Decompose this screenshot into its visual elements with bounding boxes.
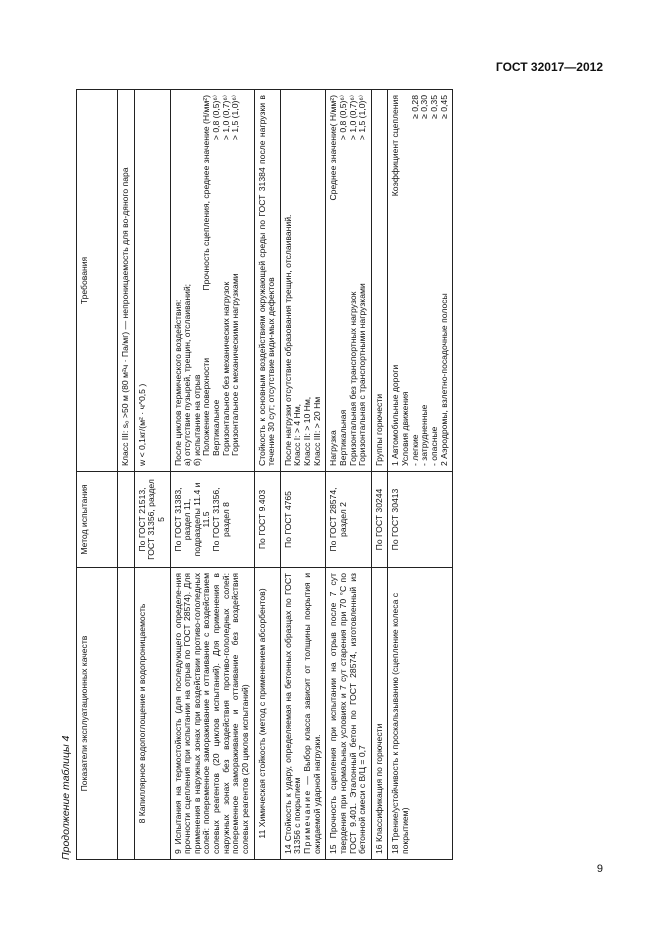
req-cell [326, 90, 372, 472]
requirements-table [76, 89, 453, 860]
document-header: ГОСТ 32017—2012 [495, 60, 603, 74]
req-line: - затрудненные ≥ 0,30 [419, 95, 430, 466]
req-line: Горизонтальная с транспортными нагрузками > 1,5 (1,0)⁶⁾ [357, 95, 368, 466]
method-cell: По ГОСТ 21513, ГОСТ 31356, раздел 5 [134, 472, 170, 568]
req-line: Класс II: > 10 Нм, [302, 396, 312, 466]
method-cell: По ГОСТ 9.403 [254, 472, 280, 568]
req-cell: Класс III: s₀ >50 м (80 м²ч · Па/мг) — непроницаемость для во-дяного пара [118, 90, 135, 472]
table-row [280, 90, 326, 860]
table-row [371, 90, 388, 860]
req-cell [280, 90, 326, 472]
req-line: б) испытание на отрыв [191, 374, 202, 466]
req-cell [170, 90, 254, 472]
method-line: По ГОСТ 31356, раздел 8 [211, 487, 231, 552]
req-cell: Группы горючести [371, 90, 388, 472]
method-line: По ГОСТ 31383, раздел 11, подразделы 11.4 и 11.5 [172, 482, 212, 557]
req-line: 2 Аэродромы, взлетно-посадочные полосы ≥ 0,45 [438, 95, 449, 466]
req-cell: Стойкость к основным воздействиям окружающей среды по ГОСТ 31384 после нагрузки в течение 30 сут; отсутствие види-мых дефектов [254, 90, 280, 472]
table-row [254, 90, 280, 860]
table-row [170, 90, 254, 860]
indicator-cell: 11 Химическая стойкость (метод с применением абсорбентов) [254, 568, 280, 860]
table-row [118, 90, 135, 860]
req-line: После нагрузки отсутствие образования трещин, отслаиваний. [282, 214, 293, 466]
indicator-cell: 8 Капиллярное водопоглощение и водопроницаемость [134, 568, 170, 860]
method-cell: По ГОСТ 4765 [280, 472, 326, 568]
req-line: После циклов термического воздействия: [172, 299, 183, 466]
table-row [134, 90, 170, 860]
req-line: Вертикальное > 0,8 (0,5)⁶⁾ [211, 95, 221, 456]
table-row [388, 90, 453, 860]
req-cell [388, 90, 453, 472]
req-line: Горизонтальное с механическими нагрузками > 1,5 (1,0)⁶⁾ [230, 95, 241, 456]
indicator-cell: 16 Классификация по горючести [371, 568, 388, 860]
req-subheader: Положение поверхности Прочность сцепления, среднее значение (Н/мм²) [201, 95, 212, 456]
column-header: Показатели эксплуатационных качеств [77, 568, 118, 860]
req-line: Горизонтальная без транспортных нагрузок > 1,0 (0,7)⁶⁾ [347, 95, 358, 466]
page-number: 9 [596, 863, 603, 875]
req-line: - опасные ≥ 0,35 [428, 95, 439, 466]
req-subheader: 1 Автомобильные дороги Коэффициент сцепления [390, 95, 401, 466]
req-line: Класс I: > 4 Нм, [292, 403, 303, 466]
req-line: Горизонтальное без механических нагрузок > 1,0 (0,7)⁶⁾ [220, 95, 231, 456]
indicator-cell [280, 568, 326, 860]
indicator-cell: 18 Трение/устойчивость к проскальзыванию (сцепление колеса с покрытием) [388, 568, 453, 860]
req-line: - легкие ≥ 0,28 [409, 95, 420, 466]
req-line: Класс III: > 20 Нм [311, 396, 322, 466]
column-header: Требования [77, 90, 118, 472]
req-line: Вертикальная > 0,8 (0,5)⁶⁾ [337, 95, 348, 466]
rotated-table-block [56, 90, 614, 860]
table-header-row [77, 90, 118, 860]
indicator-cell: 15 Прочность сцепления при испытании на отрыв после 7 сут твердения при нормальных условиях и 7 сут старения при 70 °С по ГОСТ 9.401. Эталонный бетон по ГОСТ 28574, изготовленный из бетонной смеси с В/Ц = 0,7 [326, 568, 372, 860]
method-cell: По ГОСТ 30244 [371, 472, 388, 568]
req-subheader: Нагрузка Среднее значение( Н/мм²) [328, 95, 339, 466]
indicator-text: 14 Стойкость к удару, определяемая на бетонных образцах по ГОСТ 31356 с покрытием [282, 573, 303, 854]
req-cell: w < 0,1кг/(м² · ч^0,5 ) [134, 90, 170, 472]
column-header: Метод испытания [77, 472, 118, 568]
method-cell: По ГОСТ 28574, раздел 2 [326, 472, 372, 568]
method-cell: По ГОСТ 30413 [388, 472, 453, 568]
method-cell [170, 472, 254, 568]
table-note: Примечание — Выбор класса зависит от толщины покрытия и ожидаемой ударной нагрузки. [302, 572, 322, 854]
table-caption: Продолжение таблицы 4 [60, 735, 72, 860]
table-row [326, 90, 372, 860]
indicator-cell: 9 Испытания на термостойкость (для последующего определе-ния прочности сцепления при испытании на отрыв по ГОСТ 28574). Для применения в наружных зонах при воздействии противо-гололедных солей: попеременное замораживание и оттаивание с воздействием солевых реагентов (20 циклов испытаний). Для применения в наружных зонах без воздействия противо-гололедных солей: попеременное замораживание и оттаивание без воздействия солевых реагентов (20 циклов испытаний) [170, 568, 254, 860]
req-line: а) отсутствие пузырей, трещин, отслаиваний; [182, 283, 193, 466]
req-line: Условия движения [400, 391, 410, 466]
